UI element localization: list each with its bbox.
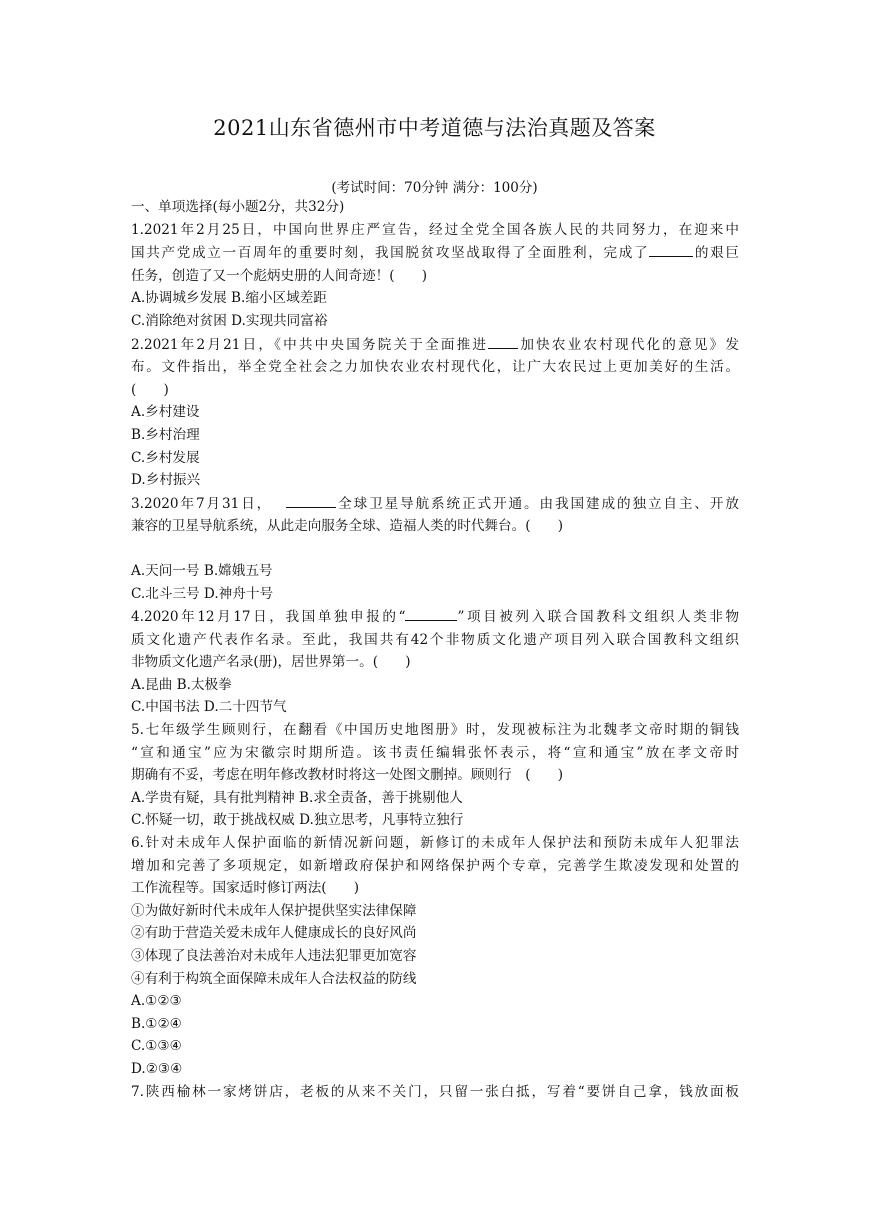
q3-option-row: A.天问一号 B.嫦娥五号	[131, 562, 273, 579]
q1-option-row: A.协调城乡发展 B.缩小区域差距	[131, 290, 327, 307]
q1-line2	[131, 241, 739, 265]
q1-line3: 任务，创造了又一个彪炳史册的人间奇迹！( )	[131, 267, 428, 284]
q7-line1: 7.陕西榆林一家烤饼店，老板的从来不关门，只留一张白抵，写着“要饼自己拿，钱放面板	[131, 1083, 739, 1100]
q6-line3: 工作流程等。国家适时修订两法( )	[131, 880, 360, 897]
q5-option-row: A.学贵有疑，具有批判精神 B.求全责备，善于挑剔他人	[131, 789, 463, 806]
section-heading: 一、单项选择(每小题2分，共32分)	[131, 199, 345, 215]
q2-line1-pre: 2.2021年2月21日，《中共中央国务院关于全面推进	[131, 336, 489, 353]
q5-line3: 期确有不妥，考虑在明年修改教材时将这一处图文删掉。顾则行 ( )	[131, 767, 564, 784]
q1-line2-pre: 国共产党成立一百周年的重要时刻，我国脱贫攻坚战取得了全面胜利，完成了	[131, 245, 650, 262]
q2-option: D.乡村振兴	[131, 472, 201, 489]
q4-line1-post: ”项目被列入联合国教科文组织人类非物	[457, 609, 740, 626]
q3-line2: 兼容的卫星导航系统，从此走向服务全球、造福人类的时代舞台。( )	[131, 518, 564, 535]
q4-line2: 质文化遗产代表作名录。至此，我国共有42个非物质文化遗产项目列入联合国教科文组织	[131, 631, 739, 648]
q1-answer-blank	[649, 241, 693, 257]
q2-option: A.乡村建设	[131, 404, 200, 421]
q4-line1-pre: 4.2020年12月17日，我国单独申报的“	[131, 609, 406, 626]
q4-line1	[131, 605, 739, 629]
q4-option-row: A.昆曲 B.太极拳	[131, 676, 232, 693]
q3-line1-post: 全球卫星导航系统正式开通。由我国建成的独立自主、开放	[336, 495, 740, 512]
q5-line1: 5.七年级学生顾则行，在翻看《中国历史地图册》时，发现被标注为北魏孝文帝时期的铜钱	[131, 722, 739, 739]
q2-answer-blank	[488, 333, 518, 349]
q6-option: A.①②③	[131, 993, 182, 1010]
exam-info: (考试时间：70分钟 满分：100分)	[331, 180, 538, 196]
q3-option-row: C.北斗三号 D.神舟十号	[131, 585, 274, 602]
page-title: 2021山东省德州市中考道德与法治真题及答案	[213, 116, 656, 140]
q6-line1: 6.针对未成年人保护面临的新情况新问题，新修订的未成年人保护法和预防未成年人犯罪法	[131, 835, 739, 852]
q3-line1-pre: 3.2020年7月31日，	[131, 495, 273, 512]
q1-option-row: C.消除绝对贫困 D.实现共同富裕	[131, 312, 328, 329]
q2-line1-post: 加快农业农村现代化的意见》发	[518, 336, 739, 353]
q6-statement: ①为做好新时代未成年人保护提供坚实法律保障	[131, 902, 417, 919]
q6-statement: ②有助于营造关爱未成年人健康成长的良好风尚	[131, 925, 417, 942]
q1-line2-post: 的艰巨	[693, 245, 740, 262]
q2-line2: 布。文件指出，举全党全社会之力加快农业农村现代化，让广大农民过上更加美好的生活。	[131, 359, 739, 376]
q3-line1	[131, 492, 739, 516]
q3-spacer	[131, 538, 739, 560]
q4-answer-blank	[405, 605, 457, 621]
q4-option-row: C.中国书法 D.二十四节气	[131, 699, 287, 716]
q6-option: C.①③④	[131, 1038, 182, 1055]
q1-line1: 1.2021年2月25日，中国向世界庄严宣告，经过全党全国各族人民的共同努力，在迎来中	[131, 221, 739, 238]
q3-answer-blank	[286, 492, 336, 508]
q6-line2: 增加和完善了多项规定，如新增政府保护和网络保护两个专章，完善学生欺凌发现和处置的	[131, 857, 739, 874]
q6-option: D.②③④	[131, 1060, 183, 1077]
q2-option: B.乡村治理	[131, 426, 200, 443]
q5-line2: “宣和通宝”应为宋徽宗时期所造。该书责任编辑张怀表示，将“宣和通宝”放在孝文帝时	[131, 744, 739, 761]
q2-option: C.乡村发展	[131, 449, 200, 466]
q4-line3: 非物质文化遗产名录(册)，居世界第一。( )	[131, 654, 411, 671]
q6-statement: ③体现了良法善治对未成年人违法犯罪更加宽容	[131, 948, 417, 964]
question-content	[131, 196, 739, 1103]
q2-line3: ( )	[131, 381, 169, 398]
q6-option: B.①②④	[131, 1015, 182, 1032]
q5-option-row: C.怀疑一切，敢于挑战权威 D.独立思考，凡事特立独行	[131, 812, 464, 829]
q2-line1	[131, 333, 739, 357]
q6-statement: ④有利于构筑全面保障未成年人合法权益的防线	[131, 970, 417, 987]
